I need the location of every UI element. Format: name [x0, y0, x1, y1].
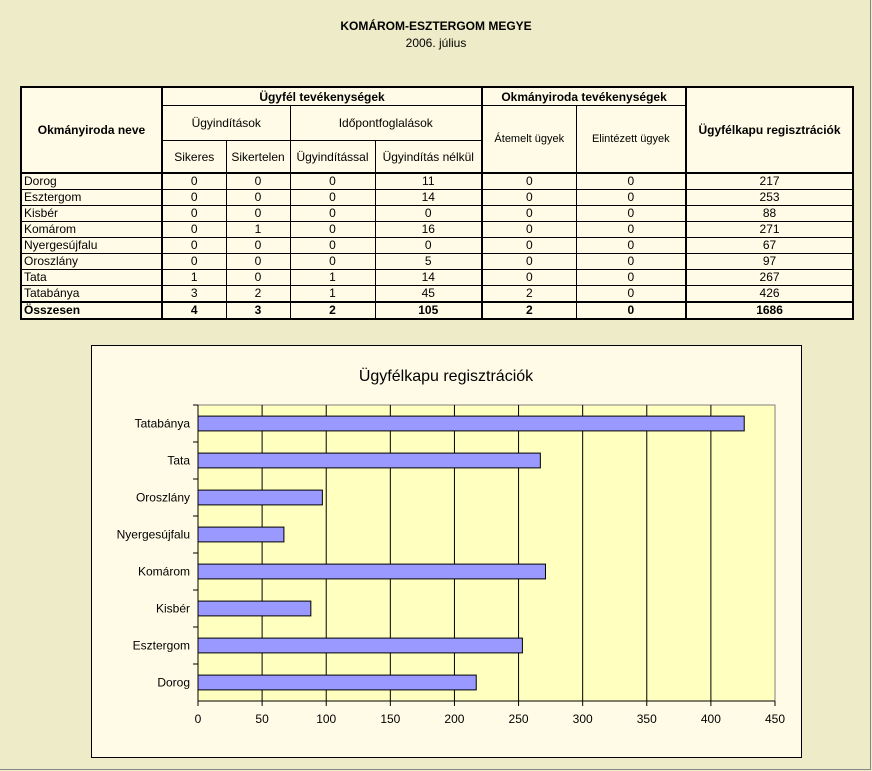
table-cell-sikertelen: 0 — [226, 238, 290, 254]
category-label: Kisbér — [155, 601, 190, 616]
table-cell-sikertelen: 0 — [226, 173, 290, 190]
table-cell-sikertelen: 1 — [226, 222, 290, 238]
x-tick-label: 400 — [700, 712, 721, 726]
x-tick-label: 150 — [380, 712, 401, 726]
bar — [198, 638, 522, 653]
table-cell-nelkul: 0 — [375, 238, 482, 254]
bar — [198, 564, 545, 579]
table-cell-sikertelen: 0 — [226, 270, 290, 286]
header-case-starts: Ügyindítások — [162, 106, 290, 141]
table-cell-elintezett: 0 — [576, 173, 686, 190]
table-row — [21, 206, 853, 222]
category-label: Tata — [167, 453, 190, 468]
table-cell-elintezett: 0 — [576, 238, 686, 254]
table-total-row — [21, 302, 853, 319]
total-cell: 105 — [375, 302, 482, 319]
total-label: Összesen — [21, 302, 162, 319]
table-cell-ugyinditassal: 0 — [290, 222, 375, 238]
table-cell-kapu: 253 — [686, 190, 853, 206]
header-transferred: Átemelt ügyek — [482, 106, 576, 174]
table-cell-nelkul: 5 — [375, 254, 482, 270]
category-label: Nyergesújfalu — [116, 527, 190, 542]
x-tick-label: 350 — [636, 712, 657, 726]
table-cell-atemelt: 2 — [482, 286, 576, 303]
header-unsuccessful: Sikertelen — [226, 141, 290, 174]
table-row — [21, 222, 853, 238]
bar — [198, 527, 284, 542]
x-tick-label: 250 — [508, 712, 529, 726]
table-cell-sikertelen: 2 — [226, 286, 290, 303]
bar — [198, 675, 476, 690]
table-cell-elintezett: 0 — [576, 270, 686, 286]
table-cell-atemelt: 0 — [482, 254, 576, 270]
office-name-cell: Tata — [21, 270, 162, 286]
header-completed: Elintézett ügyek — [576, 106, 686, 174]
table-cell-sikeres: 0 — [162, 190, 226, 206]
table-cell-ugyinditassal: 1 — [290, 270, 375, 286]
header-group-office: Okmányiroda tevékenységek — [482, 87, 686, 106]
table-cell-ugyinditassal: 0 — [290, 173, 375, 190]
table-cell-sikeres: 0 — [162, 206, 226, 222]
table-cell-kapu: 67 — [686, 238, 853, 254]
header-client-gate: Ügyfélkapu regisztrációk — [686, 87, 853, 173]
table-cell-elintezett: 0 — [576, 286, 686, 303]
table-cell-elintezett: 0 — [576, 222, 686, 238]
office-name-cell: Nyergesújfalu — [21, 238, 162, 254]
chart-title: Ügyfélkapu regisztrációk — [358, 368, 534, 385]
table-cell-elintezett: 0 — [576, 254, 686, 270]
bar — [198, 453, 540, 468]
table-cell-elintezett: 0 — [576, 190, 686, 206]
header-successful: Sikeres — [162, 141, 226, 174]
bar-chart — [92, 346, 801, 757]
table-cell-nelkul: 14 — [375, 270, 482, 286]
office-name-cell: Dorog — [21, 173, 162, 190]
category-label: Tatabánya — [134, 416, 190, 431]
table-cell-ugyinditassal: 0 — [290, 206, 375, 222]
office-name-cell: Komárom — [21, 222, 162, 238]
category-label: Oroszlány — [135, 490, 190, 505]
table-cell-elintezett: 0 — [576, 206, 686, 222]
table-row — [21, 270, 853, 286]
header-with-case: Ügyindítással — [290, 141, 375, 174]
x-tick-label: 200 — [444, 712, 465, 726]
table-cell-atemelt: 0 — [482, 270, 576, 286]
table-cell-sikertelen: 0 — [226, 190, 290, 206]
table-cell-sikeres: 0 — [162, 254, 226, 270]
table-cell-kapu: 267 — [686, 270, 853, 286]
x-tick-label: 300 — [572, 712, 593, 726]
table-row — [21, 238, 853, 254]
header-office-name: Okmányiroda neve — [21, 87, 162, 173]
table-cell-ugyinditassal: 1 — [290, 286, 375, 303]
header-without-case: Ügyindítás nélkül — [375, 141, 482, 174]
chart-container — [91, 345, 802, 758]
table-cell-kapu: 88 — [686, 206, 853, 222]
category-label: Dorog — [157, 675, 190, 690]
table-cell-kapu: 426 — [686, 286, 853, 303]
x-tick-label: 0 — [194, 712, 202, 726]
table-cell-sikeres: 0 — [162, 238, 226, 254]
office-name-cell: Oroszlány — [21, 254, 162, 270]
statistics-table — [20, 86, 854, 320]
x-tick-label: 100 — [316, 712, 337, 726]
table-row — [21, 254, 853, 270]
table-cell-ugyinditassal: 0 — [290, 254, 375, 270]
total-cell: 0 — [576, 302, 686, 319]
table-cell-sikeres: 0 — [162, 173, 226, 190]
table-cell-atemelt: 0 — [482, 222, 576, 238]
table-cell-kapu: 97 — [686, 254, 853, 270]
header-appointments: Időpontfoglalások — [290, 106, 482, 141]
table-row — [21, 190, 853, 206]
bar — [198, 416, 744, 431]
table-cell-sikeres: 3 — [162, 286, 226, 303]
table-cell-ugyinditassal: 0 — [290, 238, 375, 254]
table-cell-atemelt: 0 — [482, 238, 576, 254]
table-cell-sikeres: 1 — [162, 270, 226, 286]
category-label: Komárom — [137, 564, 190, 579]
total-cell: 2 — [482, 302, 576, 319]
bar — [198, 601, 311, 616]
total-cell: 3 — [226, 302, 290, 319]
header-group-client: Ügyfél tevékenységek — [162, 87, 482, 106]
total-cell: 2 — [290, 302, 375, 319]
table-cell-nelkul: 14 — [375, 190, 482, 206]
office-name-cell: Kisbér — [21, 206, 162, 222]
total-cell: 4 — [162, 302, 226, 319]
table-cell-ugyinditassal: 0 — [290, 190, 375, 206]
table-cell-sikertelen: 0 — [226, 206, 290, 222]
office-name-cell: Tatabánya — [21, 286, 162, 303]
report-subtitle: 2006. július — [405, 36, 467, 50]
table-cell-nelkul: 16 — [375, 222, 482, 238]
total-cell: 1686 — [686, 302, 853, 319]
table-cell-kapu: 271 — [686, 222, 853, 238]
x-tick-label: 50 — [255, 712, 269, 726]
bar — [198, 490, 322, 505]
office-name-cell: Esztergom — [21, 190, 162, 206]
table-cell-sikertelen: 0 — [226, 254, 290, 270]
report-title: KOMÁROM-ESZTERGOM MEGYE — [340, 19, 532, 33]
table-cell-nelkul: 45 — [375, 286, 482, 303]
table-cell-atemelt: 0 — [482, 190, 576, 206]
x-tick-label: 450 — [764, 712, 786, 726]
table-cell-nelkul: 0 — [375, 206, 482, 222]
table-cell-nelkul: 11 — [375, 173, 482, 190]
plot-area — [198, 405, 775, 701]
table-cell-kapu: 217 — [686, 173, 853, 190]
table-row — [21, 286, 853, 303]
table-cell-atemelt: 0 — [482, 173, 576, 190]
table-row — [21, 173, 853, 190]
table-cell-sikeres: 0 — [162, 222, 226, 238]
category-label: Esztergom — [132, 638, 190, 653]
table-cell-atemelt: 0 — [482, 206, 576, 222]
